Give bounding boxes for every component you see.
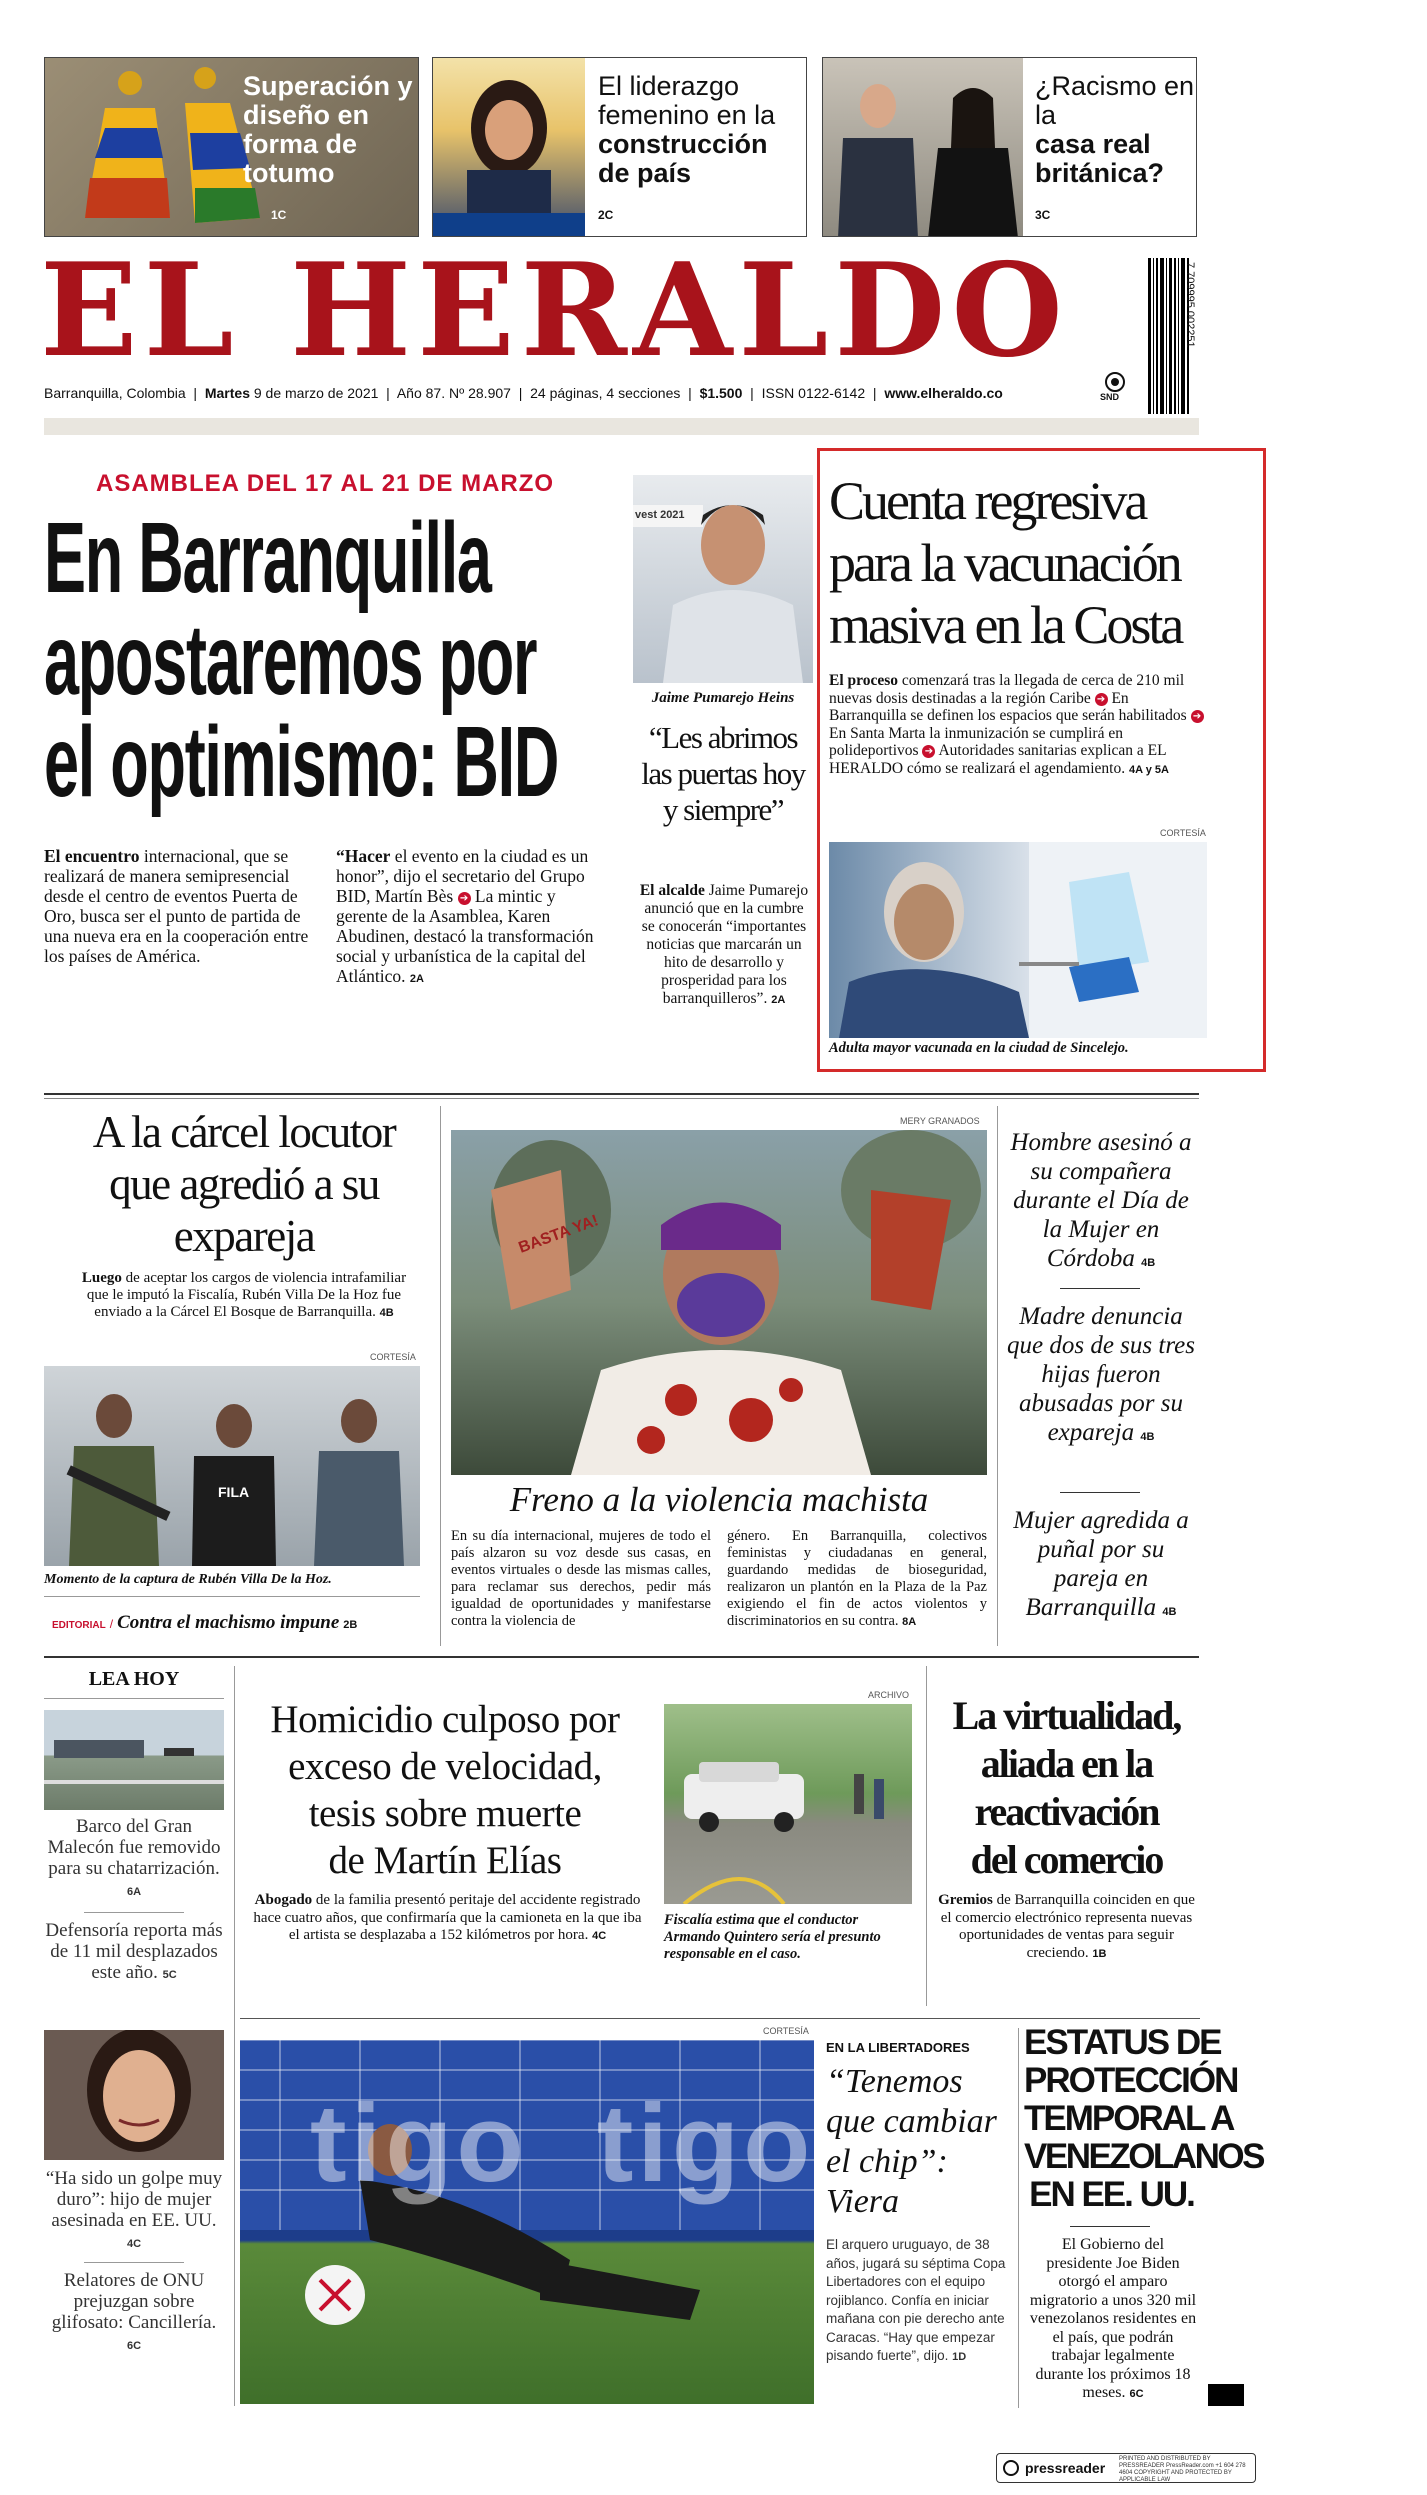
lead-col2-lead: “Hacer bbox=[336, 846, 391, 866]
couple-illustration bbox=[823, 58, 1023, 237]
page-ref[interactable]: 4C bbox=[592, 1930, 607, 1942]
lea-hoy-item[interactable] bbox=[44, 1816, 224, 1903]
hand-written-text: BASTA YA! bbox=[516, 1212, 601, 1257]
video-call-photo bbox=[433, 58, 585, 237]
quote-line: y siempre” bbox=[662, 792, 784, 827]
viera-quote[interactable] bbox=[826, 2062, 1016, 2222]
teaser-title: Superación y diseño en forma de totumo bbox=[243, 71, 413, 188]
masthead-logo[interactable]: EL HERALDO bbox=[40, 236, 1069, 386]
vaccine-text-lead: El proceso bbox=[829, 672, 899, 689]
masthead-issn: ISSN 0122-6142 bbox=[761, 385, 866, 401]
lea-hoy-text: Barco del Gran Malecón fue removido para su chatarrización. bbox=[47, 1816, 221, 1879]
locutor-text bbox=[74, 1270, 414, 1322]
page-ref: 5C bbox=[162, 1969, 177, 1981]
violencia-col-1: En su día internacional, mujeres de todo el país alzaron su voz desde sus casas, en eventos virtuales o desde las mismas calles, para reclamar sus derechos, pedir más igualdad de oportunidades y manifestarse contra la violencia de bbox=[451, 1528, 711, 1629]
masthead-pages: 24 páginas, 4 secciones bbox=[530, 385, 681, 401]
royals-interview-photo bbox=[823, 58, 1023, 237]
teaser-title bbox=[1035, 72, 1195, 188]
brief-divider bbox=[1060, 1288, 1140, 1289]
locutor-text-body: de aceptar los cargos de violencia intrafamiliar que le imputó la Fiscalía, Rubén Villa De la Hoz fue enviado a la Cárcel El Bosque de Barranquilla. bbox=[86, 1270, 407, 1320]
vaccine-headline-line: masiva en la Costa bbox=[829, 595, 1182, 655]
protest-illustration bbox=[451, 1130, 987, 1475]
violencia-col-2 bbox=[727, 1528, 987, 1631]
brief-text: Mujer agredida a puñal por su pareja en Barranquilla bbox=[1013, 1507, 1189, 1621]
homicidio-text-body: de la familia presentó peritaje del accidente registrado hace cuatro años, que confirmaría que la camioneta en la que iba el artista se desplazaba a 152 kilómetros por hora. bbox=[253, 1892, 642, 1943]
section-divider bbox=[44, 1656, 1199, 1658]
section-divider bbox=[44, 1093, 1199, 1095]
homicidio-text-lead: Abogado bbox=[254, 1892, 313, 1908]
virtualidad-headline-line: reactivación bbox=[974, 1789, 1159, 1834]
vaccine-caption: Adulta mayor vacunada en la ciudad de Sincelejo. bbox=[829, 1040, 1129, 1056]
teaser-title-light: El liderazgo femenino en la bbox=[598, 71, 776, 130]
goalkeeper-photo bbox=[240, 2040, 814, 2404]
page-ref: 4B bbox=[1162, 1606, 1177, 1618]
violencia-headline[interactable]: Freno a la violencia machista bbox=[509, 1480, 929, 1519]
editorial-title: Contra el machismo impune bbox=[117, 1612, 340, 1633]
vaccine-text-2: En Barranquilla se definen los espacios que serán habilitados bbox=[829, 689, 1187, 724]
page-ref[interactable]: 1B bbox=[1092, 1947, 1107, 1960]
locutor-headline-line: que agredió a su bbox=[109, 1159, 379, 1209]
homicidio-text bbox=[250, 1892, 645, 1946]
vaccine-text bbox=[829, 672, 1209, 779]
viera-kicker: EN LA LIBERTADORES bbox=[826, 2040, 970, 2055]
masthead-city: Barranquilla, Colombia bbox=[44, 385, 186, 401]
brief-item[interactable] bbox=[1003, 1128, 1199, 1278]
page-ref: 6C bbox=[126, 2340, 142, 2352]
vaccination-photo bbox=[829, 842, 1207, 1038]
estatus-headline-line: VENEZOLANOS bbox=[1024, 2137, 1263, 2176]
separator: | bbox=[514, 385, 531, 401]
homicidio-headline-line: tesis sobre muerte bbox=[308, 1792, 582, 1835]
viera-text bbox=[826, 2236, 1006, 2367]
pumarejo-text-body: Jaime Pumarejo anunció que en la cumbre se conocerán “importantes noticias que marcarán un hito de desarrollo y prosperidad para los barranquilleros”. bbox=[641, 882, 809, 1007]
photo-credit: ARCHIVO bbox=[868, 1690, 910, 1700]
page-ref: 2B bbox=[343, 1619, 358, 1631]
teaser-page-ref: 2C bbox=[598, 208, 614, 222]
vaccination-illustration bbox=[829, 842, 1207, 1038]
virtualidad-headline-line: aliada en la bbox=[980, 1741, 1153, 1786]
brief-text: Madre denuncia que dos de sus tres hijas fueron abusadas por su expareja bbox=[1007, 1303, 1195, 1446]
teaser-title-bold: construcción de país bbox=[598, 129, 768, 188]
quote-line: las puertas hoy bbox=[641, 756, 805, 791]
woman-portrait bbox=[44, 2030, 224, 2160]
pressreader-icon bbox=[1003, 2460, 1019, 2476]
lead-headline-line: apostaremos por bbox=[44, 604, 537, 716]
teaser-title-light: ¿Racismo en la bbox=[1035, 71, 1195, 130]
viera-quote-line: que cambiar bbox=[826, 2103, 997, 2140]
page-ref: 4C bbox=[126, 2238, 142, 2250]
pumarejo-photo bbox=[633, 475, 813, 683]
vaccine-headline bbox=[829, 470, 1259, 656]
sponsor-banner-text: tigo tigo bbox=[310, 2082, 814, 2205]
end-block-icon bbox=[1208, 2384, 1244, 2406]
quote-line: “Les abrimos bbox=[648, 720, 798, 755]
arrow-bullet-icon: ➔ bbox=[1191, 710, 1204, 723]
locutor-headline[interactable] bbox=[44, 1106, 444, 1262]
masthead-website[interactable]: www.elheraldo.co bbox=[884, 385, 1003, 401]
virtualidad-text-body: de Barranquilla coinciden en que el comercio electrónico representa nuevas oportunidades de ventas para seguir creciendo. bbox=[940, 1892, 1195, 1961]
lead-column-2 bbox=[336, 846, 606, 989]
viera-quote-line: “Tenemos bbox=[826, 2063, 963, 2100]
viera-quote-line: el chip”: bbox=[826, 2143, 948, 2180]
section-divider bbox=[44, 1698, 224, 1699]
teaser-page-ref: 1C bbox=[271, 208, 287, 222]
page-ref[interactable]: 4A y 5A bbox=[1128, 763, 1169, 776]
teaser-page-ref: 3C bbox=[1035, 208, 1051, 222]
virtualidad-headline[interactable] bbox=[934, 1692, 1199, 1884]
estatus-text-body: El Gobierno del presidente Joe Biden otorgó el amparo migratorio a unos 320 mil venezolanos residentes en el país, que podrán trabajar legalmente durante los próximos 18 meses. bbox=[1029, 2236, 1197, 2401]
pressreader-fine-print: PRINTED AND DISTRIBUTED BY PRESSREADER PressReader.com +1 604 278 4604 COPYRIGHT AND PROTECTED BY APPLICABLE LAW bbox=[1119, 2456, 1246, 2483]
viera-text-body: El arquero uruguayo, de 38 años, jugará su séptima Copa Libertadores con el equipo rojiblanco. Confía en iniciar mañana con pie derecho ante Caracas. “Hay que empezar pisando fuerte”, dijo. bbox=[826, 2237, 1006, 2363]
shirt-brand-text: FILA bbox=[218, 1484, 250, 1500]
separator: | bbox=[382, 385, 397, 401]
crash-illustration bbox=[664, 1704, 912, 1904]
estatus-headline[interactable] bbox=[1024, 2023, 1263, 2214]
event-banner-text: vest 2021 bbox=[635, 509, 685, 521]
editorial-link[interactable] bbox=[52, 1612, 432, 1634]
ship-illustration bbox=[44, 1710, 224, 1810]
crash-caption: Fiscalía estima que el conductor Armando Quintero sería el presunto responsable en el caso. bbox=[664, 1912, 881, 1962]
masthead-date: 9 de marzo de 2021 bbox=[253, 385, 379, 401]
woman-portrait bbox=[433, 58, 585, 237]
lea-hoy-text: Defensoría reporta más de 11 mil desplazados este año. bbox=[45, 1920, 223, 1983]
page-ref: 4B bbox=[1141, 1257, 1156, 1269]
lead-headline-line: En Barranquilla bbox=[44, 508, 491, 614]
photo-credit: CORTESÍA bbox=[1160, 828, 1206, 838]
locutor-headline-line: expareja bbox=[173, 1211, 315, 1261]
lead-kicker: ASAMBLEA DEL 17 AL 21 DE MARZO bbox=[96, 470, 555, 497]
pumarejo-text-lead: El alcalde bbox=[639, 882, 705, 899]
pumarejo-quote bbox=[630, 720, 816, 828]
crash-photo bbox=[664, 1704, 912, 1904]
teaser-title bbox=[598, 72, 803, 188]
homicidio-headline-line: de Martín Elías bbox=[328, 1839, 562, 1882]
lead-column-1 bbox=[44, 846, 314, 966]
column-rule bbox=[1018, 2028, 1019, 2408]
page-ref[interactable]: 2A bbox=[409, 973, 424, 985]
teaser-title-bold: casa real británica? bbox=[1035, 129, 1165, 188]
violencia-col2-text: género. En Barranquilla, colectivos feministas y ciudadanas en general, guardando medidas de bioseguridad, realizaron un plantón en la Plaza de la Paz exigiendo el fin de actos violentos y discriminatorios en su contra. bbox=[727, 1528, 987, 1629]
brief-item[interactable] bbox=[1003, 1506, 1199, 1627]
editorial-label: EDITORIAL bbox=[52, 1620, 106, 1631]
lead-col2-text2: La mintic y gerente de la Asamblea, Karen Abudinen, destacó la transformación social y urbanística de la capital del Atlántico. bbox=[336, 886, 594, 986]
lead-col2-text: el evento en la ciudad es un honor”, dijo el secretario del Grupo BID, Martín Bès bbox=[336, 846, 589, 906]
viera-quote-line: Viera bbox=[826, 2183, 900, 2220]
teaser-totumo[interactable] bbox=[44, 57, 419, 237]
masthead-info-bar bbox=[44, 383, 1124, 403]
brief-item[interactable] bbox=[1003, 1302, 1199, 1452]
barco-photo bbox=[44, 1710, 224, 1810]
snd-icon bbox=[1100, 372, 1130, 392]
section-divider bbox=[84, 2262, 184, 2263]
column-rule bbox=[997, 1106, 998, 1646]
barcode-number: 7 709995 002251 bbox=[1184, 262, 1196, 348]
page-ref: 6A bbox=[126, 1886, 142, 1898]
vaccine-text-4: Autoridades sanitarias explican a EL HERALDO cómo se realizará el agendamiento. bbox=[829, 742, 1167, 777]
section-divider bbox=[1070, 2226, 1150, 2227]
brief-divider bbox=[1060, 1492, 1140, 1493]
column-rule bbox=[234, 1666, 235, 2406]
man-portrait bbox=[633, 475, 813, 683]
virtualidad-text-lead: Gremios bbox=[938, 1892, 993, 1908]
lea-hoy-item[interactable] bbox=[44, 1920, 224, 1986]
lead-col1-text: internacional, que se realizará de manera semipresencial desde el centro de eventos Puerta de Oro, busca ser el punto de partida de una nueva era en la cooperación entre los países de América. bbox=[44, 846, 309, 966]
estatus-headline-line: ESTATUS DE bbox=[1024, 2023, 1221, 2062]
estatus-text bbox=[1028, 2236, 1198, 2404]
separator: | bbox=[746, 385, 762, 401]
estatus-headline-line: PROTECCIÓN bbox=[1024, 2061, 1238, 2100]
lead-col1-lead: El encuentro bbox=[44, 846, 140, 866]
separator: | bbox=[189, 385, 205, 401]
page-ref: 4B bbox=[1140, 1431, 1155, 1443]
locutor-text-lead: Luego bbox=[81, 1270, 122, 1286]
column-rule bbox=[440, 1106, 441, 1646]
lead-headline-line: el optimismo: BID bbox=[44, 706, 559, 818]
brief-text: Hombre asesinó a su compañera durante el Día de la Mujer en Córdoba bbox=[1010, 1129, 1192, 1272]
pressreader-brand: pressreader bbox=[1025, 2460, 1106, 2476]
page-ref[interactable]: 2A bbox=[771, 994, 786, 1006]
arrow-bullet-icon: ➔ bbox=[1095, 693, 1108, 706]
snd-label: SND bbox=[1100, 392, 1120, 402]
lea-hoy-text: Relatores de ONU prejuzgan sobre glifosato: Cancillería. bbox=[51, 2270, 217, 2333]
virtualidad-text bbox=[934, 1892, 1199, 1963]
homicidio-headline-line: Homicidio culposo por bbox=[270, 1698, 620, 1741]
pumarejo-text bbox=[636, 882, 812, 1009]
protest-photo bbox=[451, 1130, 987, 1475]
separator: | bbox=[869, 385, 885, 401]
homicidio-headline-line: exceso de velocidad, bbox=[288, 1745, 602, 1788]
lea-hoy-title: LEA HOY bbox=[88, 1668, 180, 1690]
woman-photo bbox=[44, 2030, 224, 2160]
teaser-racismo[interactable] bbox=[822, 57, 1197, 237]
lea-hoy-text: “Ha sido un golpe muy duro”: hijo de mujer asesinada en EE. UU. bbox=[45, 2168, 223, 2231]
page-ref[interactable]: 8A bbox=[902, 1616, 917, 1628]
photo-credit: MERY GRANADOS bbox=[900, 1116, 980, 1126]
separator: | bbox=[684, 385, 700, 401]
capture-caption: Momento de la captura de Rubén Villa De la Hoz. bbox=[44, 1572, 332, 1587]
locutor-headline-line: A la cárcel locutor bbox=[92, 1107, 396, 1157]
vaccine-headline-line: Cuenta regresiva bbox=[829, 471, 1146, 531]
vaccine-text-3: En Santa Marta la inmunización se cumplirá en polideportivos bbox=[829, 724, 1123, 759]
homicidio-headline[interactable] bbox=[240, 1696, 650, 1884]
photo-credit: CORTESÍA bbox=[763, 2026, 809, 2036]
pressreader-badge[interactable] bbox=[996, 2453, 1256, 2483]
capture-illustration bbox=[44, 1366, 420, 1566]
page-ref[interactable]: 6C bbox=[1129, 2388, 1144, 2400]
vaccine-headline-line: para la vacunación bbox=[829, 533, 1180, 593]
teaser-liderazgo[interactable] bbox=[432, 57, 807, 237]
estatus-headline-line: TEMPORAL A bbox=[1024, 2099, 1234, 2138]
lead-headline[interactable] bbox=[44, 508, 624, 828]
section-divider bbox=[240, 2018, 1200, 2019]
masthead-day: Martes bbox=[204, 385, 250, 401]
pumarejo-caption: Jaime Pumarejo Heins bbox=[651, 690, 795, 706]
section-divider bbox=[84, 1912, 184, 1913]
column-rule bbox=[926, 1666, 927, 2006]
page-ref[interactable]: 1D bbox=[952, 2351, 967, 2363]
capture-photo bbox=[44, 1366, 420, 1566]
virtualidad-headline-line: del comercio bbox=[970, 1837, 1163, 1882]
arrow-bullet-icon: ➔ bbox=[458, 892, 471, 905]
arrow-bullet-icon: ➔ bbox=[922, 745, 935, 758]
estatus-headline-line: EN EE. UU. bbox=[1029, 2175, 1194, 2214]
vaccine-text-1: comenzará tras la llegada de cerca de 210 mil nuevas dosis destinadas a la región Caribe bbox=[829, 672, 1185, 707]
separator: / bbox=[109, 1617, 114, 1631]
photo-credit: CORTESÍA bbox=[370, 1352, 416, 1362]
section-divider bbox=[44, 1098, 1199, 1099]
virtualidad-headline-line: La virtualidad, bbox=[952, 1693, 1181, 1738]
masthead-bottom-band bbox=[44, 418, 1199, 435]
masthead-price: $1.500 bbox=[699, 385, 743, 401]
page-ref[interactable]: 4B bbox=[379, 1307, 394, 1319]
masthead-edition: Año 87. Nº 28.907 bbox=[396, 385, 511, 401]
lea-hoy-item[interactable] bbox=[44, 2168, 224, 2255]
lea-hoy-item[interactable] bbox=[44, 2270, 224, 2357]
section-divider bbox=[44, 1596, 420, 1597]
